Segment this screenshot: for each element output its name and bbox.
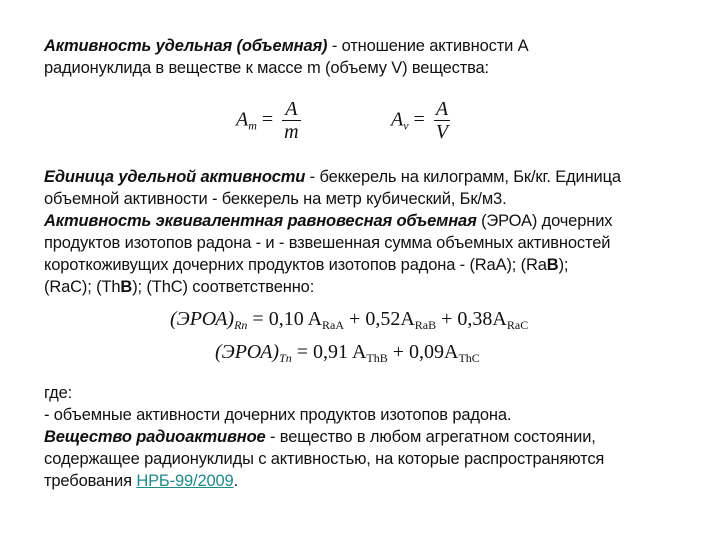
term-unit-specific-activity: Единица удельной активности xyxy=(44,168,306,186)
nrb-link[interactable]: НРБ-99/2009 xyxy=(136,472,234,490)
formula-eroa-rn: $(ЭРОА)_{Rn} = 0,10$ $A_{RaA} + 0,52A_{RaB} + 0,38A_{RaC}$ xyxy=(170,308,529,332)
term-eroa: Активность эквивалентная равновесная объемная xyxy=(44,212,477,230)
definition-specific-activity-line1: Активность удельная (объемная) - отношение активности А xyxy=(44,37,529,55)
fraction: $\frac{A}{m}$ xyxy=(284,98,299,143)
definition-eroa-line4: (RaC); (ThB); (ThC) соответственно: xyxy=(44,278,315,296)
definition-unit-line1: Единица удельной активности - беккерель на килограмм, Бк/кг. Единица xyxy=(44,168,621,186)
definition-specific-activity-line2: радионуклида в веществе к массе m (объему V) вещества: xyxy=(44,59,489,77)
definition-unit-line2: объемной активности - беккерель на метр кубический, Бк/м3. xyxy=(44,190,507,208)
formula-mass-activity: $A_m$ = $\frac{A}{m}$ xyxy=(236,98,299,143)
definition-radioactive-substance-line2: содержащее радионуклиды с активностью, на которые распространяются xyxy=(44,450,605,468)
fraction: $\frac{A}{V}$ xyxy=(435,98,449,143)
where-description: - объемные активности дочерних продуктов изотопов радона. xyxy=(44,406,512,424)
formula-volume-activity: $A_v$ = $\frac{A}{V}$ xyxy=(391,98,449,143)
formula-eroa-tn: $(ЭРОА)_{Tn} = 0,91$ $A_{ThB} + 0,09A_{ThC}$ xyxy=(215,341,480,365)
where-label: где: xyxy=(44,384,73,402)
definition-radioactive-substance-line1: Вещество радиоактивное - вещество в любом агрегатном состоянии, xyxy=(44,428,596,446)
definition-eroa-line2: продуктов изотопов радона - и - взвешенная сумма объемных активностей xyxy=(44,234,611,252)
term-radioactive-substance: Вещество радиоактивное xyxy=(44,428,266,446)
definition-eroa-line1: Активность эквивалентная равновесная объемная (ЭРОА) дочерних xyxy=(44,212,613,230)
definition-eroa-line3: короткоживущих дочерних продуктов изотопов радона - (RaA); (RaB); xyxy=(44,256,569,274)
definition-radioactive-substance-line3: требования НРБ-99/2009. xyxy=(44,472,238,490)
term-specific-activity: Активность удельная (объемная) xyxy=(44,37,328,55)
